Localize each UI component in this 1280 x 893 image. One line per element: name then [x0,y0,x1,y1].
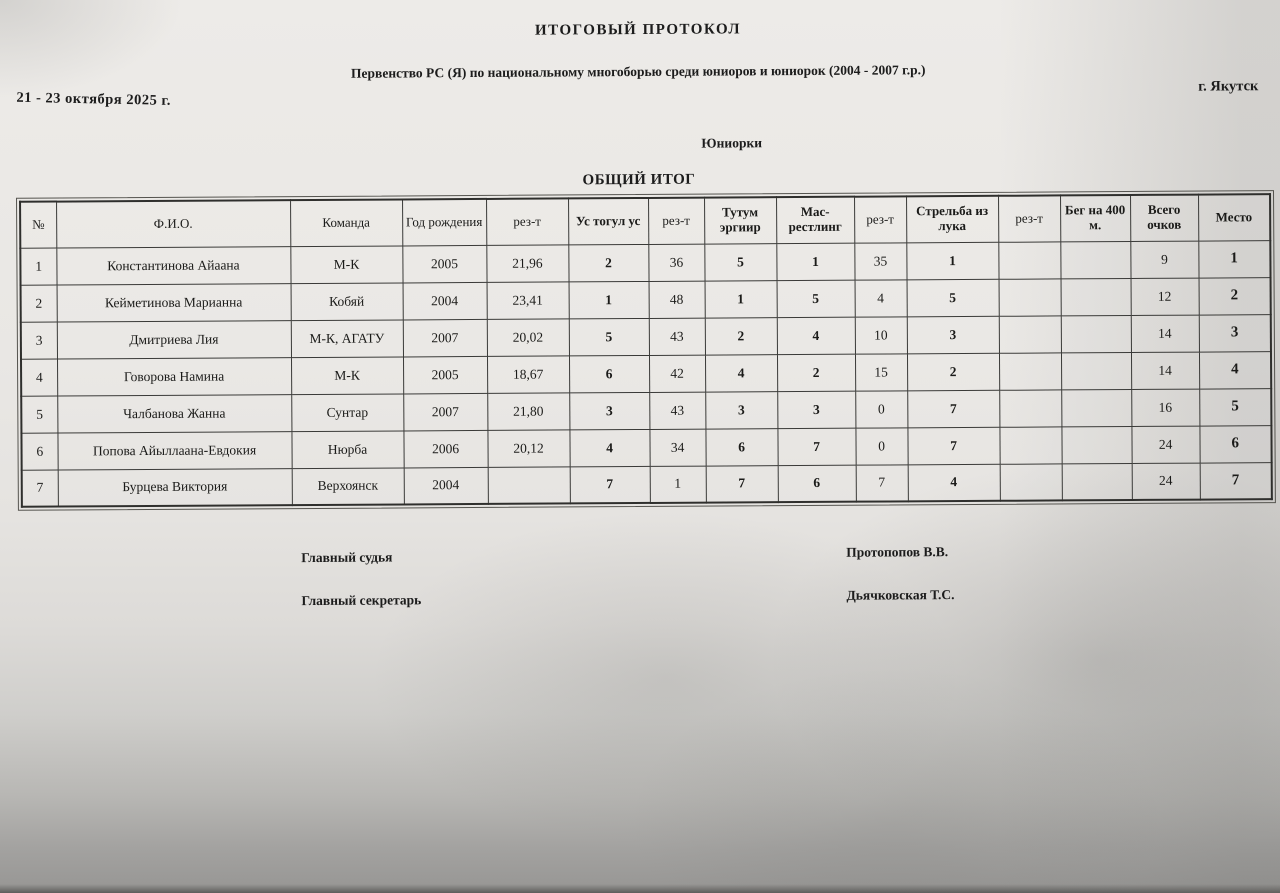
table-cell: 15 [855,353,907,390]
column-header: Год рождения [402,199,486,246]
column-header: Бег на 400 м. [1060,195,1130,241]
table-cell [999,278,1061,315]
table-cell: 10 [855,316,907,353]
table-cell: 1 [705,280,777,317]
secretary-name: Дьячковская Т.С. [846,587,955,603]
column-header: рез-т [648,198,704,244]
table-cell: 1 [776,243,854,280]
table-cell: 5 [777,280,855,317]
table-cell: 2 [705,317,777,354]
column-header: рез-т [486,198,568,245]
table-cell [1061,315,1131,352]
table-cell: 20,02 [487,318,569,356]
table-cell: 18,67 [487,355,569,393]
table-cell: 4 [569,429,649,466]
table-cell: 7 [22,470,58,507]
table-cell: 21,80 [487,392,569,430]
column-header: Тутум эргиир [704,197,776,243]
table-cell [1062,463,1132,500]
table-cell: 2007 [403,319,487,357]
table-cell: 4 [908,464,1000,502]
table-cell: 3 [1199,314,1271,351]
table-cell: 2004 [404,467,488,505]
table-cell: 2 [1199,277,1271,314]
column-header: № [20,202,56,248]
table-cell: 6 [1199,425,1271,462]
table-cell: Сунтар [291,393,403,431]
table-cell [1061,352,1131,389]
results-body [20,240,1272,507]
table-cell: 43 [649,318,705,355]
document-subtitle: Первенство РС (Я) по национальному многоборью среди юниоров и юниорок (2004 - 2007 г.р.) [350,62,926,81]
column-header: Команда [290,199,402,246]
table-cell: 2 [907,353,999,391]
table-cell [488,466,570,504]
table-cell: 2005 [402,245,486,283]
table-cell: 6 [778,465,856,502]
table-cell: 34 [649,429,705,466]
table-cell: Бурцева Виктория [58,468,292,506]
table-cell: Чалбанова Жанна [57,394,291,432]
table-cell: 36 [648,244,704,281]
table-cell: М-К, АГАТУ [291,319,403,357]
table-cell: 4 [777,317,855,354]
secretary-role-label: Главный секретарь [301,592,422,609]
event-dates: 21 - 23 октября 2025 г. [16,89,172,109]
table-cell: 3 [21,322,57,359]
category-label: Юниорки [701,135,763,151]
table-cell: 1 [20,248,56,285]
table-cell: 16 [1131,389,1199,426]
column-header: Ф.И.О. [56,200,290,247]
table-cell: 42 [649,355,705,392]
table-cell: 6 [705,428,777,465]
table-cell: 7 [1200,462,1272,499]
table-cell: 7 [570,466,650,503]
table-cell [999,389,1061,426]
table-cell: 3 [777,391,855,428]
table-cell: 12 [1131,278,1199,315]
table-cell: 7 [907,427,999,465]
event-city: г. Якутск [1198,78,1259,95]
column-header: Ус тогул ус [568,198,648,244]
results-table [19,193,1273,508]
table-cell: 24 [1132,463,1200,500]
table-cell [999,315,1061,352]
table-cell: 5 [21,396,57,433]
table-cell: 1 [906,242,998,280]
table-cell: 4 [21,359,57,396]
table-cell: 7 [777,428,855,465]
table-cell: 4 [705,354,777,391]
table-cell: Кобяй [291,282,403,320]
table-cell: Попова Айыллаана-Евдокия [57,431,291,469]
table-cell: 43 [649,392,705,429]
table-cell: 5 [569,318,649,355]
table-cell: Верхоянск [292,467,404,505]
table-cell: 3 [705,391,777,428]
table-cell [1061,278,1131,315]
table-cell [1060,241,1130,278]
table-cell: 35 [854,242,906,279]
section-title: ОБЩИЙ ИТОГ [582,171,696,189]
table-cell: М-К [291,356,403,394]
table-cell: 7 [907,390,999,428]
table-cell: 5 [1199,388,1271,425]
table-cell: 24 [1131,426,1199,463]
table-cell: 14 [1131,352,1199,389]
table-cell: 6 [569,355,649,392]
column-header: рез-т [854,196,906,242]
table-cell: Дмитриева Лия [57,320,291,358]
table-cell [999,352,1061,389]
table-cell: 4 [855,279,907,316]
table-cell: 2 [568,244,648,281]
table-cell: 21,96 [486,244,568,282]
column-header: Всего очков [1130,195,1198,241]
table-cell: 2 [777,354,855,391]
table-cell: 0 [855,427,907,464]
table-cell [1061,426,1131,463]
table-cell: 4 [1199,351,1271,388]
table-cell: 2005 [403,356,487,394]
table-cell: 1 [650,466,706,503]
table-cell: 5 [704,243,776,280]
table-cell: 3 [569,392,649,429]
table-cell [999,426,1061,463]
table-cell: 1 [1198,240,1270,277]
judge-name: Протопопов В.В. [846,544,949,560]
header-row [20,194,1270,248]
table-cell: 6 [21,433,57,470]
table-cell: Говорова Намина [57,357,291,395]
table-cell [998,241,1060,278]
table-cell: 2004 [403,282,487,320]
column-header: Стрельба из лука [906,196,998,243]
column-header: рез-т [998,195,1060,241]
table-cell: 7 [856,464,908,501]
table-cell: 2006 [403,430,487,468]
table-cell: 48 [649,281,705,318]
table-cell: М-К [290,245,402,283]
table-row [22,462,1272,507]
table-cell: 2 [21,285,57,322]
table-cell: 9 [1130,241,1198,278]
column-header: Место [1198,194,1270,240]
table-cell: 20,12 [487,429,569,467]
table-cell: 2007 [403,393,487,431]
table-cell: 14 [1131,315,1199,352]
document-title: ИТОГОВЫЙ ПРОТОКОЛ [534,21,742,39]
table-cell [1000,463,1062,500]
table-cell: 1 [569,281,649,318]
judge-role-label: Главный судья [301,549,393,566]
table-cell: 0 [855,390,907,427]
table-cell: Константинова Айаана [56,246,290,284]
column-header: Мас-рестлинг [776,197,854,243]
table-cell: 5 [907,279,999,317]
table-cell: 3 [907,316,999,354]
table-cell: Кейметинова Марианна [57,283,291,321]
table-cell: 7 [706,465,778,502]
table-cell: Нюрба [291,430,403,468]
table-cell: 23,41 [487,281,569,319]
table-cell [1061,389,1131,426]
